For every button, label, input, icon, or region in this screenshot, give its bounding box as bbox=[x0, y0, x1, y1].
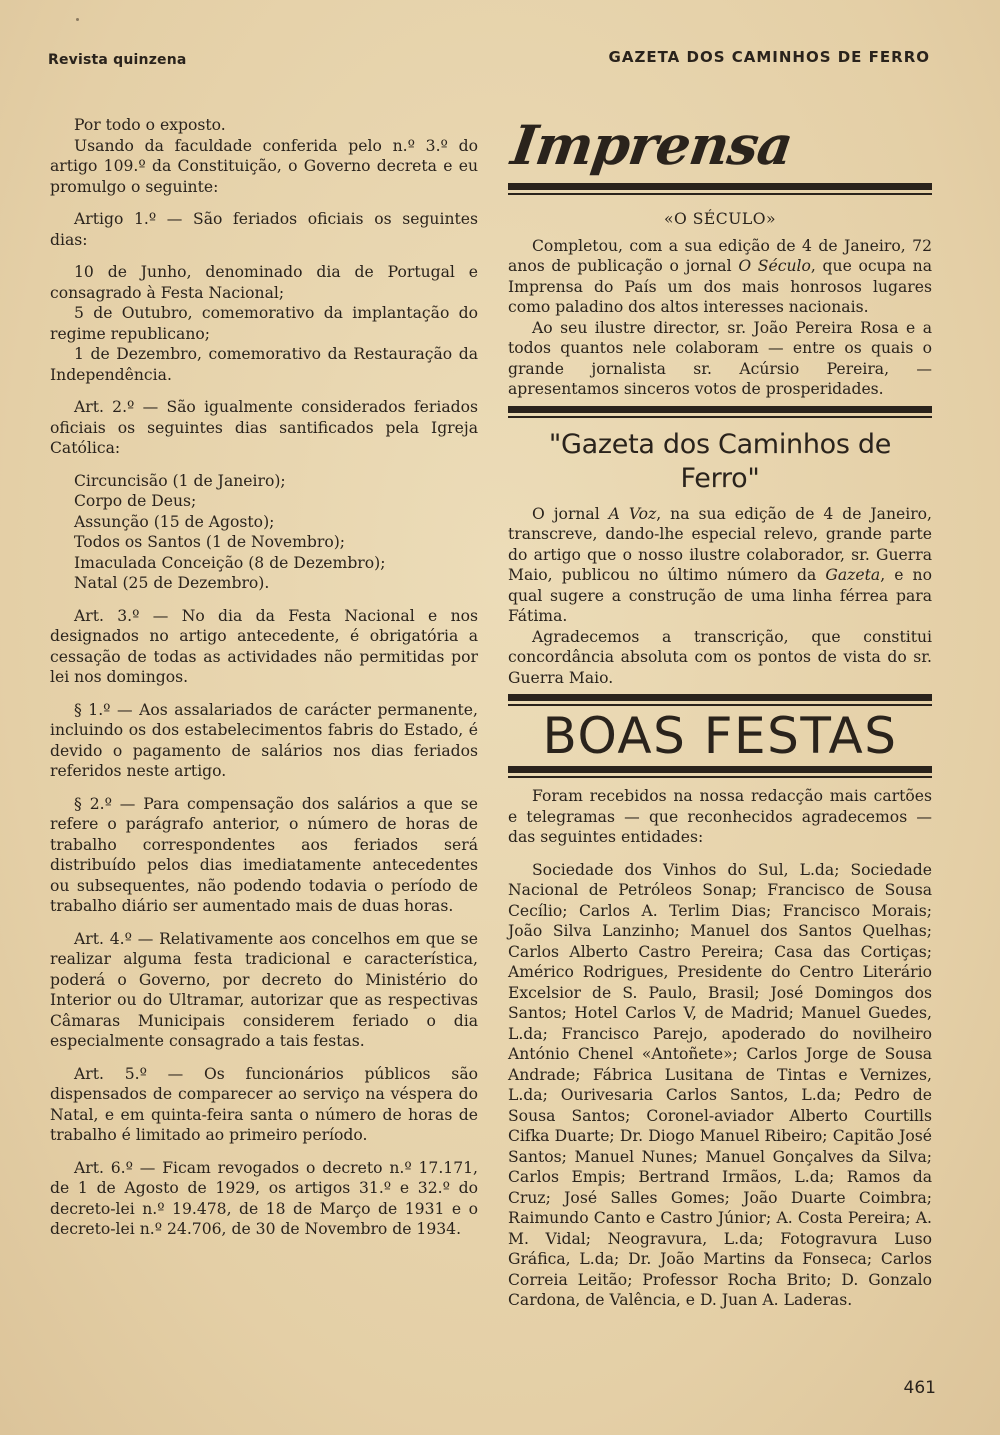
section-rule bbox=[508, 406, 932, 413]
title-rule bbox=[508, 193, 932, 195]
print-speck bbox=[76, 18, 79, 21]
left-column bbox=[50, 115, 478, 1240]
seculo-paragraph: Completou, com a sua edição de 4 de Janeiro, 72 anos de publicação o jornal O Século, que ocupa na Imprensa do País um dos mais honrosos lugares como paladino dos altos interesses nacionais. bbox=[508, 236, 932, 316]
gazeta-paragraph: Agradecemos a transcrição, que constitui concordância absoluta com os pontos de vista do sr. Guerra Maio. bbox=[508, 627, 932, 687]
article-6: Art. 6.º — Ficam revogados o decreto n.º 17.171, de 1 de Agosto de 1929, os artigos 31.º e 32.º do decreto-lei n.º 19.478, de 18 de Março de 1931 e o decreto-lei n.º 24.706, de 30 de Novembro de 1934. bbox=[50, 1158, 478, 1238]
paragraph: Usando da faculdade conferida pelo n.º 3.º do artigo 109.º da Constituição, o Governo decreta e eu promulgo o seguinte: bbox=[50, 136, 478, 196]
page-number: 461 bbox=[903, 1378, 936, 1398]
section-1: § 1.º — Aos assalariados de carácter permanente, incluindo os dos estabelecimentos fabris do Estado, é devido o pagamento de salários nos dias feriados referidos neste artigo. bbox=[50, 700, 478, 780]
header-left: Revista quinzena bbox=[48, 52, 187, 68]
boas-list: Sociedade dos Vinhos do Sul, L.da; Sociedade Nacional de Petróleos Sonap; Francisco de Sousa Cecílio; Carlos A. Terlim Dias; Francisco Morais; João Silva Lanzinho; Manuel dos Santos Quelhas; Carlos Alberto Castro Pereira; Casa das Cortiças; Américo Rodrigues, Presidente do Centro Literário Excelsior de S. Paulo, Brasil; José Domingos dos Santos; Hotel Carlos V, de Madrid; Manuel Guedes, L.da; Francisco Parejo, apoderado do novilheiro António Chenel «Antoñete»; Carlos Jorge de Sousa Andrade; Fábrica Lusitana de Tintas e Vernizes, L.da; Ourivesaria Carlos Santos, L.da; Pedro de Sousa Santos; Coronel-aviador Alberto Courtills Cifka Duarte; Dr. Diogo Manuel Ribeiro; Capitão José Santos; Manuel Nunes; Manuel Gonçalves da Silva; Carlos Empis; Bertrand Irmãos, L.da; Ramos da Cruz; José Salles Gomes; João Duarte Coimbra; Raimundo Canto e Castro Júnior; A. Costa Pereira; A. M. Vidal; Neogravura, L.da; Fotogravura Luso Gráfica, L.da; Dr. João Martins da Fonseca; Carlos Correia Leitão; Professor Rocha Brito; D. Gonzalo Cardona, de Valência, e D. Juan A. Laderas. bbox=[508, 860, 932, 1309]
paragraph: 5 de Outubro, comemorativo da implantação do regime republicano; bbox=[50, 304, 478, 343]
right-column bbox=[508, 115, 932, 1311]
holiday-item: Natal (25 de Dezembro). bbox=[74, 574, 270, 592]
article-4: Art. 4.º — Relativamente aos concelhos em que se realizar alguma festa tradicional e característica, poderá o Governo, por decreto do Ministério do Interior ou do Ultramar, autorizar que as respectivas Câmaras Municipais considerem feriado o dia especialmente consagrado a tais festas. bbox=[50, 929, 478, 1050]
boas-festas-title: BOAS FESTAS bbox=[542, 707, 898, 765]
paragraph: Por todo o exposto. bbox=[74, 116, 226, 134]
section-rule bbox=[508, 704, 932, 706]
paragraph: 1 de Dezembro, comemorativo da Restauração da Independência. bbox=[50, 345, 478, 384]
article-3: Art. 3.º — No dia da Festa Nacional e nos designados no artigo antecedente, é obrigatória a cessação de todas as actividades não permitidas por lei nos domingos. bbox=[50, 606, 478, 686]
gazeta-heading: "Gazeta dos Caminhos de Ferro" bbox=[548, 428, 892, 494]
title-rule bbox=[508, 183, 932, 190]
header-right: GAZETA DOS CAMINHOS DE FERRO bbox=[608, 48, 930, 66]
section-rule bbox=[508, 416, 932, 418]
holiday-item: Imaculada Conceição (8 de Dezembro); bbox=[74, 553, 386, 572]
article-5: Art. 5.º — Os funcionários públicos são dispensados de comparecer ao serviço na véspera do Natal, e em quinta-feira santa o número de horas de trabalho é limitado ao primeiro período. bbox=[50, 1064, 478, 1144]
article-1: Artigo 1.º — São feriados oficiais os seguintes dias: bbox=[50, 210, 478, 249]
holiday-item: Corpo de Deus; bbox=[74, 492, 197, 510]
boas-intro: Foram recebidos na nossa redacção mais cartões e telegramas — que reconhecidos agradecemos — das seguintes entidades: bbox=[508, 787, 932, 846]
seculo-paragraph: Ao seu ilustre director, sr. João Pereira Rosa e a todos quantos nele colaboram — entre os quais o grande jornalista sr. Acúrsio Pereira, — apresentamos sinceros votos de prosperidades. bbox=[508, 318, 932, 398]
holiday-item: Todos os Santos (1 de Novembro); bbox=[74, 533, 346, 551]
article-2: Art. 2.º — São igualmente considerados feriados oficiais os seguintes dias santificados pela Igreja Católica: bbox=[50, 398, 478, 457]
section-rule bbox=[508, 766, 932, 773]
paragraph: 10 de Junho, denominado dia de Portugal e consagrado à Festa Nacional; bbox=[50, 263, 478, 302]
holiday-list bbox=[50, 471, 478, 594]
seculo-heading: «O SÉCULO» bbox=[663, 210, 777, 228]
section-rule bbox=[508, 776, 932, 778]
section-2: § 2.º — Para compensação dos salários a que se refere o parágrafo anterior, o número de horas de trabalho correspondentes aos feriados será distribuído pelos dias imediatamente antecedentes ou subsequentes, não podendo todavia o período de trabalho diário ser aumentado mais de duas horas. bbox=[50, 794, 478, 915]
holiday-item: Circuncisão (1 de Janeiro); bbox=[74, 471, 286, 490]
imprensa-title: Imprensa bbox=[507, 113, 797, 177]
section-rule bbox=[508, 694, 932, 701]
gazeta-paragraph: O jornal A Voz, na sua edição de 4 de Janeiro, transcreve, dando-lhe especial relevo, grande parte do artigo que o nosso ilustre colaborador, sr. Guerra Maio, publicou no último número da Gazeta, e no qual sugere a construção de uma linha férrea para Fátima. bbox=[508, 504, 932, 625]
holiday-item: Assunção (15 de Agosto); bbox=[74, 512, 275, 531]
